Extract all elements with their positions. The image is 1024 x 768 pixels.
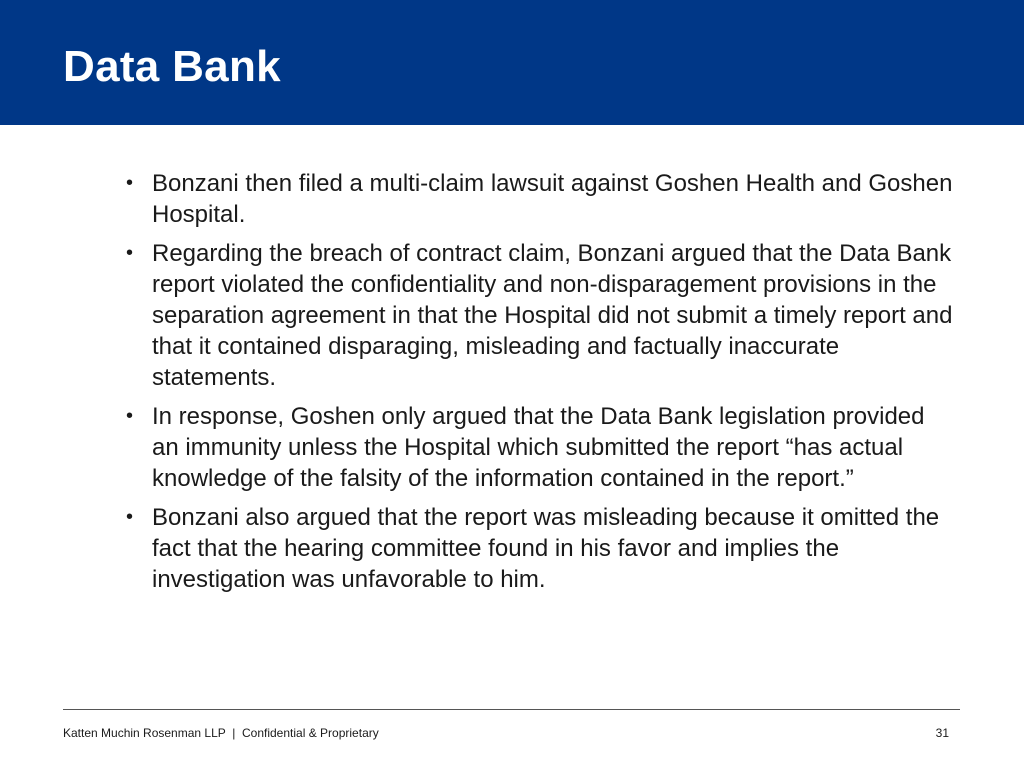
bullet-list (126, 168, 956, 603)
bullet-item (126, 502, 956, 595)
bullet-text: Regarding the breach of contract claim, Bonzani argued that the Data Bank report violated the confidentiality and non-disparagement provisions in the separation agreement in that the Hospital did not submit a timely report and that it contained disparaging, misleading and factually inaccurate statements. (152, 240, 953, 391)
bullet-item (126, 401, 956, 494)
page-number: 31 (935, 726, 949, 740)
bullet-item (126, 238, 956, 393)
bullet-icon: • (126, 172, 134, 194)
bullet-text: In response, Goshen only argued that the Data Bank legislation provided an immunity unless the Hospital which submitted the report “has actual knowledge of the falsity of the information contained in the report.” (152, 403, 925, 492)
bullet-icon: • (126, 405, 134, 427)
footer-company-text: Katten Muchin Rosenman LLP | Confidential & Proprietary (63, 726, 379, 740)
bullet-text: Bonzani also argued that the report was misleading because it omitted the fact that the hearing committee found in his favor and implies the investigation was unfavorable to him. (152, 504, 940, 593)
bullet-icon: • (126, 506, 134, 528)
title-bar (0, 0, 1024, 125)
bullet-item (126, 168, 956, 230)
footer-divider (63, 709, 960, 710)
bullet-icon: • (126, 242, 134, 264)
slide-title: Data Bank (63, 42, 281, 91)
bullet-text: Bonzani then filed a multi-claim lawsuit against Goshen Health and Goshen Hospital. (152, 170, 953, 228)
